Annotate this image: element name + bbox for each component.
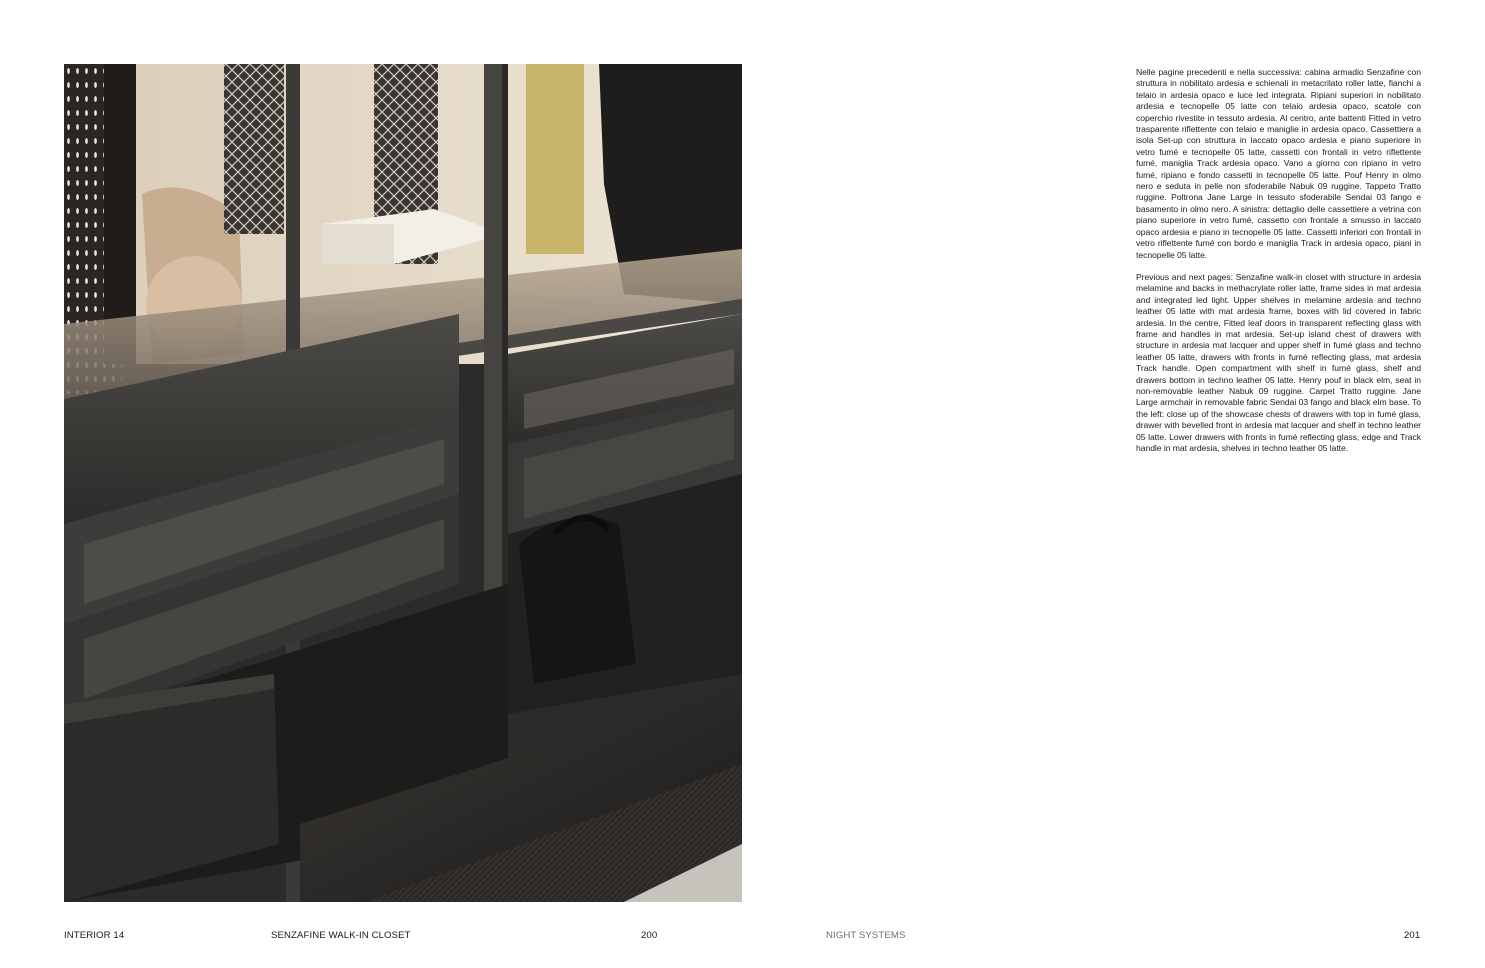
- page-number-right: 201: [1404, 930, 1421, 941]
- closet-photo: [64, 64, 742, 902]
- footer-catalog-name: INTERIOR 14: [64, 930, 125, 941]
- footer-section-name: NIGHT SYSTEMS: [826, 930, 906, 941]
- caption-english: Previous and next pages: Senzafine walk-in closet with structure in ardesia melamine and backs in methacrylate roller latte, frame sides in mat ardesia and integrated led light. Upper shelves in melamine ardesia and techno leather 05 latte with mat ardesia frame, boxes with lid covered in fabric ardesia. In the centre, Fitted leaf doors in transparent reflecting glass with frame and handles in mat ardesia. Set-up island chest of drawers with structure in ardesia mat lacquer and upper shelf in fumé glass and techno leather 05 latte, drawers with fronts in fumé reflecting glass, mat ardesia Track handle. Open compartment with shelf in fumé glass, shelf and drawers bottom in techno leather 05 latte. Henry pouf in black elm, seat in non-removable leather Nabuk 09 ruggine. Carpet Tratto ruggine. Jane Large armchair in removable fabric Sendai 03 fango and black elm base. To the left: close up of the showcase chests of drawers with top in fumé glass, drawer with bevelled front in ardesia mat lacquer and shelf in techno leather 05 latte. Lower drawers with fronts in fumé reflecting glass, edge and Track handle in mat ardesia, shelves in techno leather 05 latte.: [1136, 271, 1421, 453]
- caption-italian: Nelle pagine precedenti e nella successiva: cabina armadio Senzafine con struttura in nobilitato ardesia e schienali in metacrilato roller latte, fianchi a telaio in ardesia opaco e luce led integrata. Ripiani superiori in nobilitato ardesia e tecnopelle 05 latte con telaio ardesia opaco, scatole con coperchio rivestite in tessuto ardesia. Al centro, ante battenti Fitted in vetro trasparente riflettente con telaio e maniglie in ardesia opaco. Cassettiera a isola Set-up con struttura in laccato opaco ardesia e piano superiore in vetro fumé e tecnopelle 05 latte, cassetti con frontali in vetro riflettente fumé, maniglia Track ardesia opaco. Vano a giorno con ripiano in vetro fumé, ripiano e fondo cassetti in tecnopelle 05 latte. Pouf Henry in olmo nero e seduta in pelle non sfoderabile Nabuk 09 ruggine. Tappeto Tratto ruggine. Poltrona Jane Large in tessuto sfoderabile Sendai 03 fango e basamento in olmo nero. A sinistra: dettaglio delle cassettiere a vetrina con piano superiore in vetro fumé, cassetto con frontale a smusso in laccato opaco ardesia e piano in tecnopelle 05 latte. Cassetti inferiori con frontali in vetro riflettente fumé con bordo e maniglia Track in ardesia opaco, piani in tecnopelle 05 latte.: [1136, 67, 1421, 260]
- footer-product-name: SENZAFINE WALK-IN CLOSET: [271, 930, 411, 941]
- product-description: [1136, 67, 1421, 465]
- closet-illustration: [64, 64, 742, 902]
- page-number-left: 200: [641, 930, 658, 941]
